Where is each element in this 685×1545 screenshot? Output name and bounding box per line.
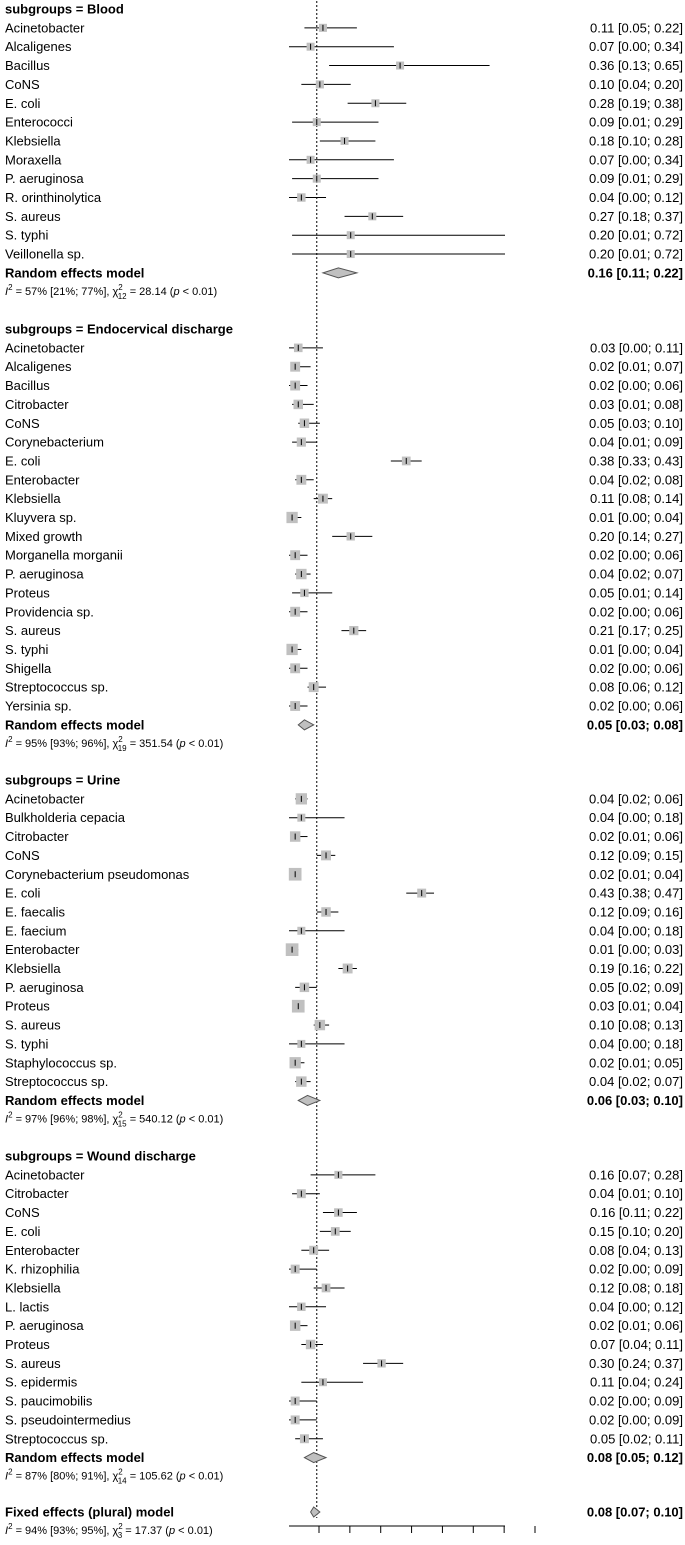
study-ci: 0.02 [0.00; 0.09] — [589, 1261, 683, 1277]
study-label: Citrobacter — [5, 1186, 69, 1202]
study-label: Klebsiella — [5, 133, 61, 149]
study-ci: 0.05 [0.02; 0.09] — [589, 979, 683, 995]
study-label: Streptococcus sp. — [5, 1074, 109, 1090]
study-ci: 0.01 [0.00; 0.03] — [589, 942, 683, 958]
study-label: E. coli — [5, 95, 41, 111]
study-label: S. typhi — [5, 227, 49, 243]
study-label: L. lactis — [5, 1299, 50, 1315]
subgroup-title: subgroups = Blood — [5, 1, 124, 17]
study-ci: 0.21 [0.17; 0.25] — [589, 623, 683, 639]
study-ci: 0.07 [0.00; 0.34] — [589, 152, 683, 168]
overall-heterogeneity-stats: $I^2 = 94\%$ [93%; 95%], $\chi^2$ 3 = 17.37 (p < 0.01) — [5, 1522, 213, 1540]
study-label: Morganella morganii — [5, 547, 123, 563]
random-effects-diamond — [323, 268, 357, 278]
study-ci: 0.27 [0.18; 0.37] — [589, 208, 683, 224]
study-label: Bacillus — [5, 58, 50, 74]
study-label: Streptococcus sp. — [5, 1431, 109, 1447]
study-ci: 0.08 [0.06; 0.12] — [589, 679, 683, 695]
study-label: S. epidermis — [5, 1374, 78, 1390]
study-ci: 0.04 [0.00; 0.18] — [589, 1036, 683, 1052]
study-ci: 0.12 [0.09; 0.15] — [589, 847, 683, 863]
study-ci: 0.18 [0.10; 0.28] — [589, 133, 683, 149]
study-ci: 0.12 [0.08; 0.18] — [589, 1280, 683, 1296]
study-ci: 0.04 [0.02; 0.07] — [589, 566, 683, 582]
study-ci: 0.02 [0.01; 0.07] — [589, 359, 683, 375]
study-label: CoNS — [5, 847, 40, 863]
study-ci: 0.02 [0.00; 0.06] — [589, 660, 683, 676]
study-ci: 0.10 [0.08; 0.13] — [589, 1017, 683, 1033]
study-label: Alcaligenes — [5, 359, 72, 375]
random-effects-ci: 0.16 [0.11; 0.22] — [587, 265, 683, 281]
study-ci: 0.02 [0.01; 0.05] — [589, 1055, 683, 1071]
study-ci: 0.09 [0.01; 0.29] — [589, 171, 683, 187]
study-label: E. coli — [5, 1223, 41, 1239]
study-label: E. faecium — [5, 923, 67, 939]
study-ci: 0.02 [0.01; 0.06] — [589, 1318, 683, 1334]
study-label: Kluyvera sp. — [5, 510, 77, 525]
study-ci: 0.20 [0.01; 0.72] — [589, 246, 683, 262]
study-label: Enterobacter — [5, 1242, 80, 1258]
study-ci: 0.09 [0.01; 0.29] — [589, 114, 683, 130]
heterogeneity-stats: $I^2 = 97\%$ [96%; 98%], $\chi^2$ 15 = 540.12 (p < 0.01) — [5, 1110, 224, 1129]
random-effects-ci: 0.05 [0.03; 0.08] — [586, 717, 683, 733]
study-label: Corynebacterium pseudomonas — [5, 866, 190, 882]
study-label: Providencia sp. — [5, 604, 94, 620]
study-label: Streptococcus sp. — [5, 679, 109, 695]
random-effects-diamond — [298, 720, 313, 730]
study-ci: 0.02 [0.00; 0.09] — [589, 1412, 683, 1428]
study-label: S. pseudointermedius — [5, 1412, 131, 1428]
random-effects-label: Random effects model — [5, 1450, 145, 1466]
study-ci: 0.20 [0.14; 0.27] — [589, 528, 683, 544]
study-label: Acinetobacter — [5, 20, 85, 36]
study-ci: 0.04 [0.00; 0.12] — [589, 190, 683, 205]
heterogeneity-stats: $I^2 = 57\%$ [21%; 77%], $\chi^2$ 12 = 28.14 (p < 0.01) — [5, 282, 218, 301]
study-ci: 0.04 [0.00; 0.18] — [589, 810, 683, 826]
study-ci: 0.38 [0.33; 0.43] — [589, 453, 683, 469]
study-label: CoNS — [5, 76, 40, 92]
study-ci: 0.04 [0.02; 0.08] — [589, 472, 683, 488]
study-ci: 0.02 [0.01; 0.04] — [589, 866, 683, 882]
overall-ci: 0.08 [0.07; 0.10] — [586, 1504, 683, 1520]
study-label: Proteus — [5, 585, 50, 601]
study-label: Klebsiella — [5, 1280, 61, 1296]
study-label: S. paucimobilis — [5, 1393, 93, 1409]
study-ci: 0.01 [0.00; 0.04] — [589, 641, 683, 657]
study-ci: 0.07 [0.04; 0.11] — [590, 1337, 683, 1352]
random-effects-label: Random effects model — [5, 265, 145, 281]
study-label: S. aureus — [5, 208, 61, 224]
study-ci: 0.11 [0.04; 0.24] — [590, 1374, 683, 1390]
study-ci: 0.04 [0.01; 0.09] — [589, 434, 683, 450]
study-label: Klebsiella — [5, 961, 61, 976]
study-ci: 0.02 [0.00; 0.06] — [589, 698, 683, 714]
study-ci: 0.04 [0.00; 0.18] — [589, 923, 683, 939]
study-ci: 0.03 [0.01; 0.08] — [589, 396, 683, 412]
overall-label: Fixed effects (plural) model — [5, 1504, 175, 1520]
random-effects-label: Random effects model — [5, 1092, 145, 1108]
study-label: Proteus — [5, 1337, 50, 1352]
study-ci: 0.08 [0.04; 0.13] — [589, 1242, 683, 1258]
subgroup-title: subgroups = Wound discharge — [5, 1148, 196, 1164]
study-ci: 0.07 [0.00; 0.34] — [589, 39, 683, 55]
study-label: Citrobacter — [5, 396, 69, 412]
study-label: Veillonella sp. — [5, 246, 85, 262]
study-ci: 0.20 [0.01; 0.72] — [589, 227, 683, 243]
study-label: S. typhi — [5, 641, 49, 657]
study-label: Citrobacter — [5, 829, 69, 845]
study-label: Shigella — [5, 660, 52, 676]
study-label: Enterobacter — [5, 942, 80, 958]
study-label: Yersinia sp. — [5, 698, 72, 714]
study-ci: 0.15 [0.10; 0.20] — [589, 1223, 683, 1239]
study-ci: 0.12 [0.09; 0.16] — [589, 904, 683, 920]
random-effects-diamond — [298, 1095, 320, 1105]
study-label: P. aeruginosa — [5, 979, 84, 995]
study-label: Klebsiella — [5, 491, 61, 507]
random-effects-label: Random effects model — [5, 717, 145, 733]
overall-diamond — [311, 1507, 320, 1517]
study-label: P. aeruginosa — [5, 1318, 84, 1334]
heterogeneity-stats: $I^2 = 95\%$ [93%; 96%], $\chi^2$ 19 = 351.54 (p < 0.01) — [5, 734, 224, 753]
study-label: S. aureus — [5, 623, 61, 639]
study-ci: 0.01 [0.00; 0.04] — [589, 510, 683, 525]
subgroup-title: subgroups = Endocervical discharge — [5, 321, 233, 337]
study-label: E. coli — [5, 885, 41, 901]
study-label: E. coli — [5, 453, 41, 469]
heterogeneity-stats: $I^2 = 87\%$ [80%; 91%], $\chi^2$ 14 = 105.62 (p < 0.01) — [5, 1467, 224, 1486]
study-ci: 0.02 [0.00; 0.09] — [589, 1393, 683, 1409]
random-effects-ci: 0.06 [0.03; 0.10] — [586, 1092, 683, 1108]
study-ci: 0.28 [0.19; 0.38] — [589, 95, 683, 111]
study-ci: 0.05 [0.03; 0.10] — [589, 415, 683, 431]
study-label: Staphylococcus sp. — [5, 1055, 118, 1071]
study-label: Alcaligenes — [5, 39, 72, 55]
study-ci: 0.04 [0.02; 0.06] — [589, 791, 683, 807]
subgroup-title: subgroups = Urine — [5, 772, 121, 788]
study-label: Acinetobacter — [5, 791, 85, 807]
study-label: Enterobacter — [5, 472, 80, 488]
study-ci: 0.05 [0.01; 0.14] — [589, 585, 683, 601]
study-ci: 0.03 [0.00; 0.11] — [590, 340, 683, 356]
study-ci: 0.02 [0.00; 0.06] — [589, 604, 683, 620]
study-ci: 0.05 [0.02; 0.11] — [590, 1431, 683, 1447]
study-ci: 0.04 [0.02; 0.07] — [589, 1074, 683, 1090]
study-label: P. aeruginosa — [5, 566, 84, 582]
study-label: R. orinthinolytica — [5, 190, 102, 205]
study-ci: 0.04 [0.00; 0.12] — [589, 1299, 683, 1315]
study-ci: 0.16 [0.07; 0.28] — [589, 1167, 683, 1183]
study-ci: 0.30 [0.24; 0.37] — [589, 1355, 683, 1371]
study-ci: 0.02 [0.00; 0.06] — [589, 378, 683, 394]
study-label: Moraxella — [5, 152, 62, 168]
study-label: K. rhizophilia — [5, 1261, 80, 1277]
study-label: Corynebacterium — [5, 434, 104, 450]
study-ci: 0.19 [0.16; 0.22] — [589, 961, 683, 976]
study-label: S. aureus — [5, 1355, 61, 1371]
study-ci: 0.36 [0.13; 0.65] — [589, 58, 683, 74]
study-label: CoNS — [5, 1205, 40, 1221]
study-label: S. typhi — [5, 1036, 49, 1052]
random-effects-diamond — [304, 1453, 326, 1463]
study-label: Mixed growth — [5, 528, 83, 544]
study-ci: 0.11 [0.05; 0.22] — [590, 20, 683, 36]
study-label: Enterococci — [5, 114, 73, 130]
study-label: P. aeruginosa — [5, 171, 84, 187]
study-label: E. faecalis — [5, 904, 65, 920]
study-label: S. aureus — [5, 1017, 61, 1033]
study-ci: 0.16 [0.11; 0.22] — [590, 1205, 683, 1221]
study-ci: 0.11 [0.08; 0.14] — [590, 491, 683, 507]
study-label: Bacillus — [5, 378, 50, 394]
study-label: Bulkholderia cepacia — [5, 810, 125, 826]
study-ci: 0.04 [0.01; 0.10] — [589, 1186, 683, 1202]
study-ci: 0.43 [0.38; 0.47] — [589, 885, 683, 901]
study-label: Proteus — [5, 998, 50, 1014]
study-ci: 0.02 [0.00; 0.06] — [589, 547, 683, 563]
random-effects-ci: 0.08 [0.05; 0.12] — [586, 1450, 683, 1466]
study-label: CoNS — [5, 415, 40, 431]
study-ci: 0.10 [0.04; 0.20] — [589, 76, 683, 92]
study-ci: 0.03 [0.01; 0.04] — [589, 998, 683, 1014]
study-label: Acinetobacter — [5, 1167, 85, 1183]
study-ci: 0.02 [0.01; 0.06] — [589, 829, 683, 845]
study-label: Acinetobacter — [5, 340, 85, 356]
